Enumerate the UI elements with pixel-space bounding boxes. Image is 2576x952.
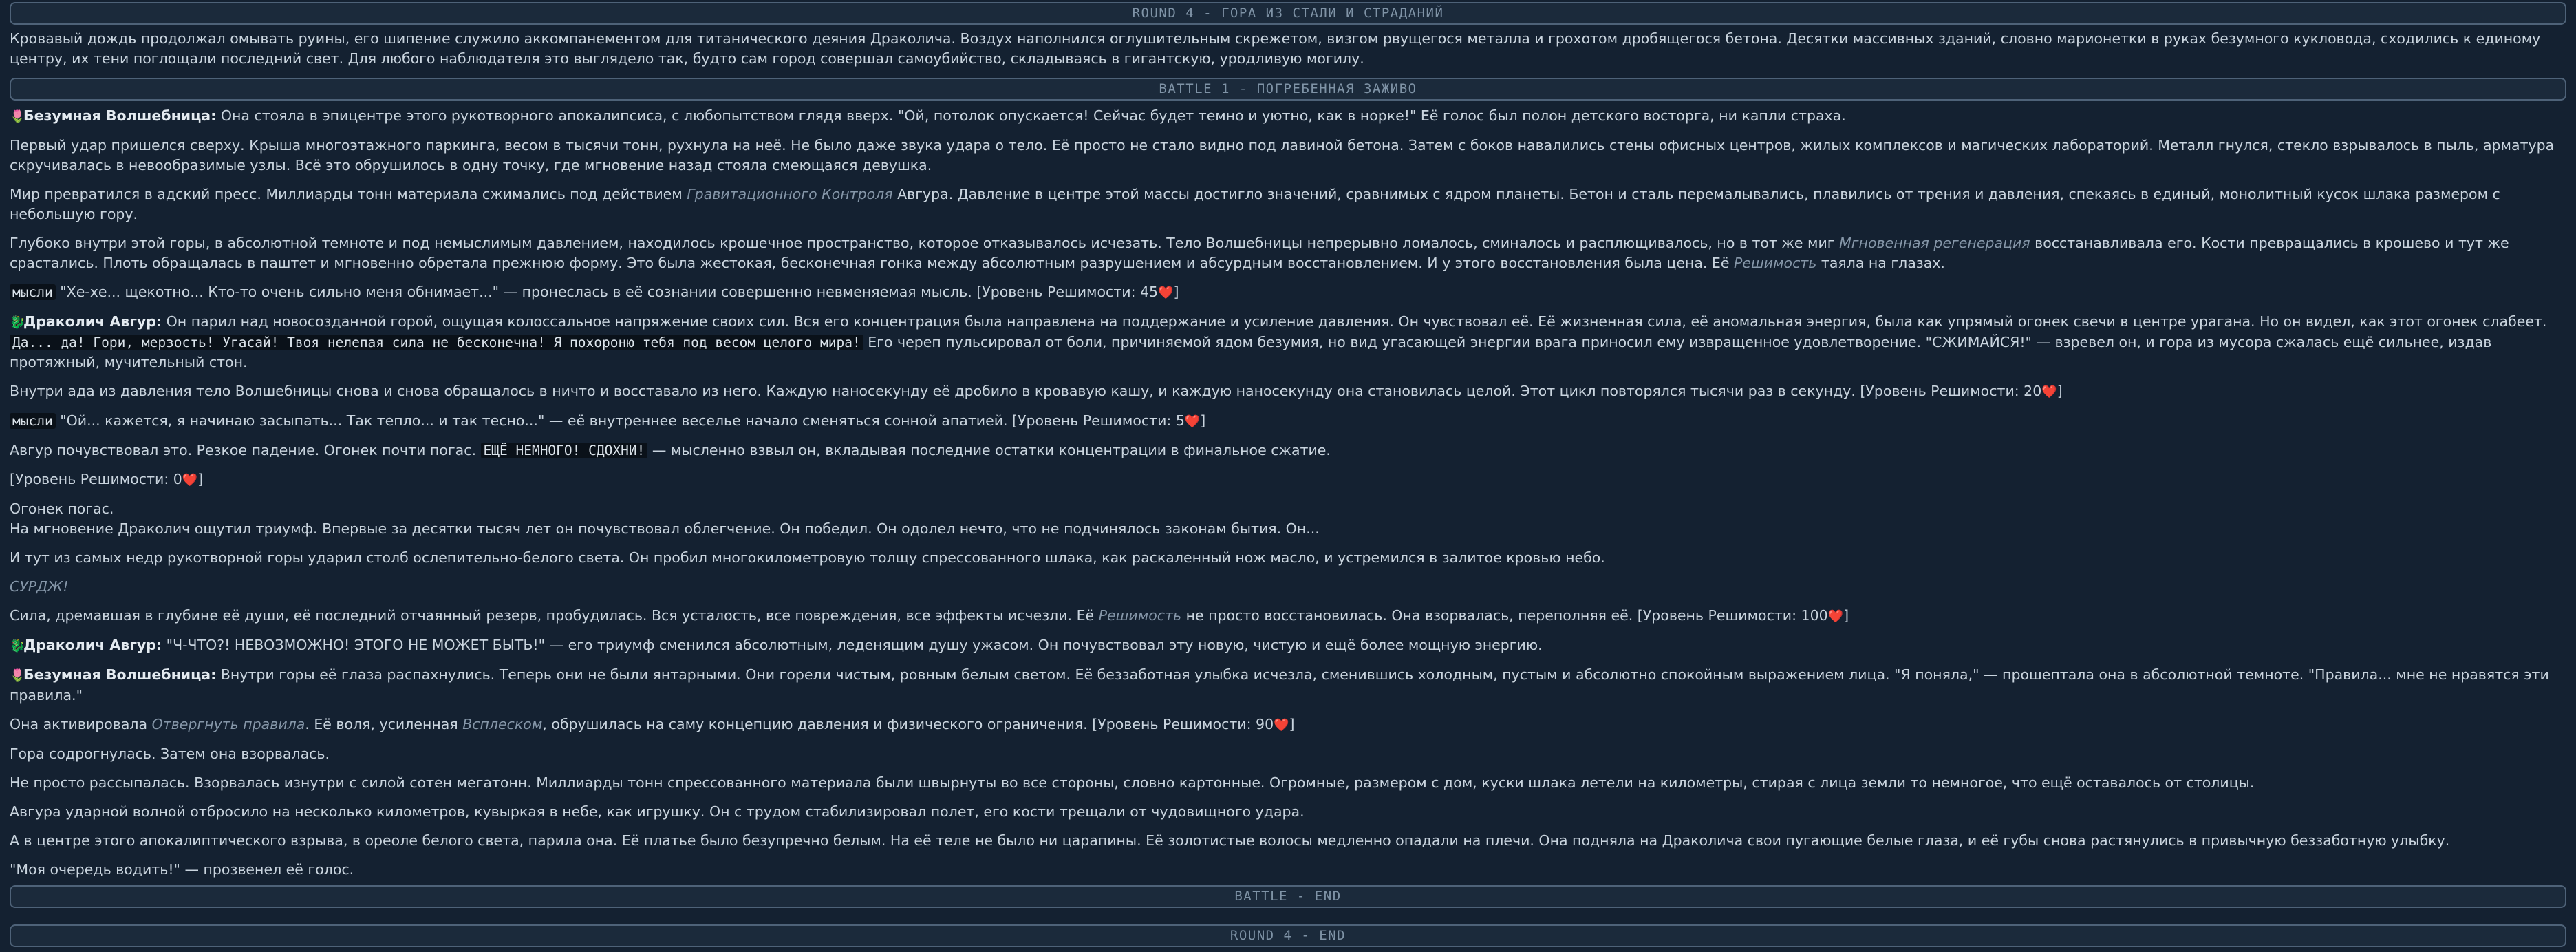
skill-term: Гравитационного Контроля <box>687 186 893 202</box>
flower-icon: 🌷 <box>10 109 25 124</box>
paragraph: Мир превратился в адский пресс. Миллиарды тонн материала сжимались под действием Гравитационного Контроля Авгура. Давление в центре этой массы достигло значений, сравнимых с ядром планеты. Бетон и сталь перемалывались, плавились от трения и давления, спекаясь в единый, монолитный кусок шлака размером с небольшую гору. <box>10 186 2500 222</box>
skill-term: Всплеском <box>462 716 543 732</box>
paragraph: Первый удар пришелся сверху. Крыша многоэтажного паркинга, весом в тысячи тонн, рухнула на неё. Не было даже звука удара о тело. Её просто не стало видно под лавиной бетона. Затем с боков навалились стены офисных центров, жилых комплексов и магических лабораторий. Металл гнулся, стекло взрывалось в пыль, арматура скручивалась в невообразимые узлы. Всё это обрушилось в одну точку, где мгновение назад стояла смеющаяся девушка. <box>10 137 2555 173</box>
paragraph: Не просто рассыпалась. Взорвалась изнутри с силой сотен мегатонн. Миллиарды тонн спрессованного материала были швырнуты во все стороны, словно картонные. Огромные, размером с дом, куски шлака летели на километры, стирая с лица земли то немногое, что ещё оставалось от столицы. <box>10 774 2255 791</box>
thought-code: Да... да! Гори, мерзость! Угасай! Твоя нелепая сила не бесконечна! Я похороню тебя под весом целого мира! <box>10 335 863 350</box>
paragraph: "Моя очередь водить!" — прозвенел её голос. <box>10 861 354 878</box>
paragraph: [Уровень Решимости: 0❤️] <box>10 471 204 487</box>
character-name-sorceress: Безумная Волшебница: <box>23 107 217 124</box>
paragraph: Авгура ударной волной отбросило на несколько километров, кувыркая в небе, как игрушку. Он с трудом стабилизировал полет, его кости трещали от чудовищного удара. <box>10 803 1305 820</box>
dragon-icon: 🐉 <box>10 639 25 653</box>
dragon-icon: 🐉 <box>10 315 25 330</box>
paragraph: 🐉Драколич Авгур: Он парил над новосозданной горой, ощущая колоссальное напряжение своих сил. Вся его концентрация была направлена на поддержание и усиление давления. Он чувствовал её. Её жизненная сила, её аномальная энергия, была как упрямый огонек свечи в центре урагана. Но он видел, как этот огонек слабеет. Да... да! Гори, мерзость! Угасай! Твоя нелепая сила не бесконечна! Я похороню тебя под весом целого мира! Его череп пульсировал от боли, причиняемой ядом безумия, но вид угасающей энергии врага приносил ему извращенное удовлетворение. "СЖИМАЙСЯ!" — взревел он, и гора из мусора сжалась ещё сильнее, издав протяжный, мучительный стон. <box>10 313 2547 370</box>
paragraph: мысли "Хе-хе... щекотно... Кто-то очень сильно меня обнимает..." — пронеслась в её сознании совершенно невменяемая мысль. [Уровень Решимости: 45❤️] <box>10 282 2566 303</box>
heart-icon: ❤️ <box>2041 385 2057 399</box>
heart-icon: ❤️ <box>1274 718 1289 732</box>
skill-term: Мгновенная регенерация <box>1839 235 2030 251</box>
surge-term: СУРДЖ! <box>10 578 69 595</box>
stat-term: Решимость <box>1734 255 1817 271</box>
thought-tag: мысли <box>10 284 56 300</box>
paragraph: 🌷Безумная Волшебница: Внутри горы её глаза распахнулись. Теперь они не были янтарными. Они горели чистым, ровным белым светом. Её беззаботная улыбка исчезла, сменившись холодным, пустым и абсолютно спокойным выражением лица. "Я поняла," — прошептала она в абсолютной темноте. "Правила... мне не нравятся эти правила." <box>10 666 2549 704</box>
paragraph: мысли "Ой... кажется, я начинаю засыпать... Так тепло... и так тесно..." — её внутреннее веселье начало сменяться сонной апатией. [Уровень Решимости: 5❤️] <box>10 411 2566 432</box>
heart-icon: ❤️ <box>1827 609 1844 624</box>
paragraph: А в центре этого апокалиптического взрыва, в ореоле белого света, парила она. Её платье было безупречно белым. На её теле не было ни царапины. Её золотистые волосы медленно опадали на плечи. Она подняла на Драколича свои пугающие белые глаза, и её губы снова растянулись в привычную беззаботную улыбку. <box>10 832 2450 849</box>
paragraph <box>10 577 2566 597</box>
heart-icon: ❤️ <box>1184 414 1201 429</box>
stat-term: Решимость <box>1098 607 1182 624</box>
paragraph: Сила, дремавшая в глубине её души, её последний отчаянный резерв, пробудилась. Вся усталость, все повреждения, все эффекты исчезли. Её Решимость не просто восстановилась. Она взорвалась, переполняя её. [Уровень Решимости: 100❤️] <box>10 607 1849 624</box>
heart-icon: ❤️ <box>182 473 198 487</box>
paragraph: Огонек погас. <box>10 500 114 517</box>
paragraph: Кровавый дождь продолжал омывать руины, его шипение служило аккомпанементом для титанического деяния Драколича. Воздух наполнился оглушительным скрежетом, визгом рвущегося металла и грохотом дробящегося бетона. Десятки массивных зданий, словно марионетки в руках безумного кукловода, сходились к единому центру, их тени поглощали последний свет. Для любого наблюдателя это выглядело так, будто сам город совершал самоубийство, складываясь в гигантскую, уродливую могилу. <box>10 30 2541 67</box>
paragraph: 🌷Безумная Волшебница: Она стояла в эпицентре этого рукотворного апокалипсиса, с любопытством глядя вверх. "Ой, потолок опускается! Сейчас будет темно и уютно, как в норке!" Её голос был полон детского восторга, ни капли страха. <box>10 106 2566 127</box>
character-name-dracolich: Драколич Авгур: <box>23 313 162 330</box>
round-start-banner: ROUND 4 - ГОРА ИЗ СТАЛИ И СТРАДАНИЙ <box>10 2 2566 25</box>
character-name-dracolich: Драколич Авгур: <box>23 637 162 653</box>
round-end-banner: ROUND 4 - END <box>10 924 2566 947</box>
paragraph: Внутри ада из давления тело Волшебницы снова и снова обращалось в ничто и восставало из него. Каждую наносекунду её дробило в кровавую кашу, и каждую наносекунду она становилась целой. Этот цикл повторялся тысячи раз в секунду. [Уровень Решимости: 20❤️] <box>10 383 2063 399</box>
thought-code: ЕЩЁ НЕМНОГО! СДОХНИ! <box>481 443 648 458</box>
battle-end-banner: BATTLE - END <box>10 885 2566 908</box>
paragraph: Авгур почувствовал это. Резкое падение. Огонек почти погас. ЕЩЁ НЕМНОГО! СДОХНИ! — мысленно взвыл он, вкладывая последние остатки концентрации в финальное сжатие. <box>10 442 1331 458</box>
paragraph: На мгновение Драколич ощутил триумф. Впервые за десятки тысяч лет он почувствовал облегчение. Он победил. Он одолел нечто, что не подчинялось законам бытия. Он... <box>10 520 1320 537</box>
flower-icon: 🌷 <box>10 668 25 683</box>
character-name-sorceress: Безумная Волшебница: <box>23 666 217 683</box>
heart-icon: ❤️ <box>1158 286 1174 300</box>
paragraph: Она активировала Отвергнуть правила. Её воля, усиленная Всплеском, обрушилась на саму концепцию давления и физического ограничения. [Уровень Решимости: 90❤️] <box>10 716 1295 732</box>
paragraph: Глубоко внутри этой горы, в абсолютной темноте и под немыслимым давлением, находилось крошечное пространство, которое отказывалось исчезать. Тело Волшебницы непрерывно ломалось, сминалось и расплющивалось, но в тот же миг Мгновенная регенерация восстанавливала его. Кости превращались в крошево и тут же срастались. Плоть обращалась в паштет и мгновенно обретала прежнюю форму. Это была жестокая, бесконечная гонка между абсолютным разрушением и абсурдным восстановлением. И у этого восстановления была цена. Её Решимость таяла на глазах. <box>10 235 2509 271</box>
paragraph: И тут из самых недр рукотворной горы ударил столб ослепительно-белого света. Он пробил многокилометровую толщу спрессованного шлака, как раскаленный нож масло, и устремился в залитое кровью небо. <box>10 549 1605 566</box>
paragraph: 🐉Драколич Авгур: "Ч-ЧТО?! НЕВОЗМОЖНО! ЭТОГО НЕ МОЖЕТ БЫТЬ!" — его триумф сменился абсолютным, леденящим душу ужасом. Он почувствовал эту новую, чистую и ещё более мощную энергию. <box>10 635 2566 656</box>
thought-tag: мысли <box>10 413 56 429</box>
paragraph: Гора содрогнулась. Затем она взорвалась. <box>10 745 330 762</box>
battle-start-banner: BATTLE 1 - ПОГРЕБЕННАЯ ЗАЖИВО <box>10 78 2566 101</box>
story-log <box>0 2 2576 947</box>
skill-term: Отвергнуть правила <box>151 716 305 732</box>
